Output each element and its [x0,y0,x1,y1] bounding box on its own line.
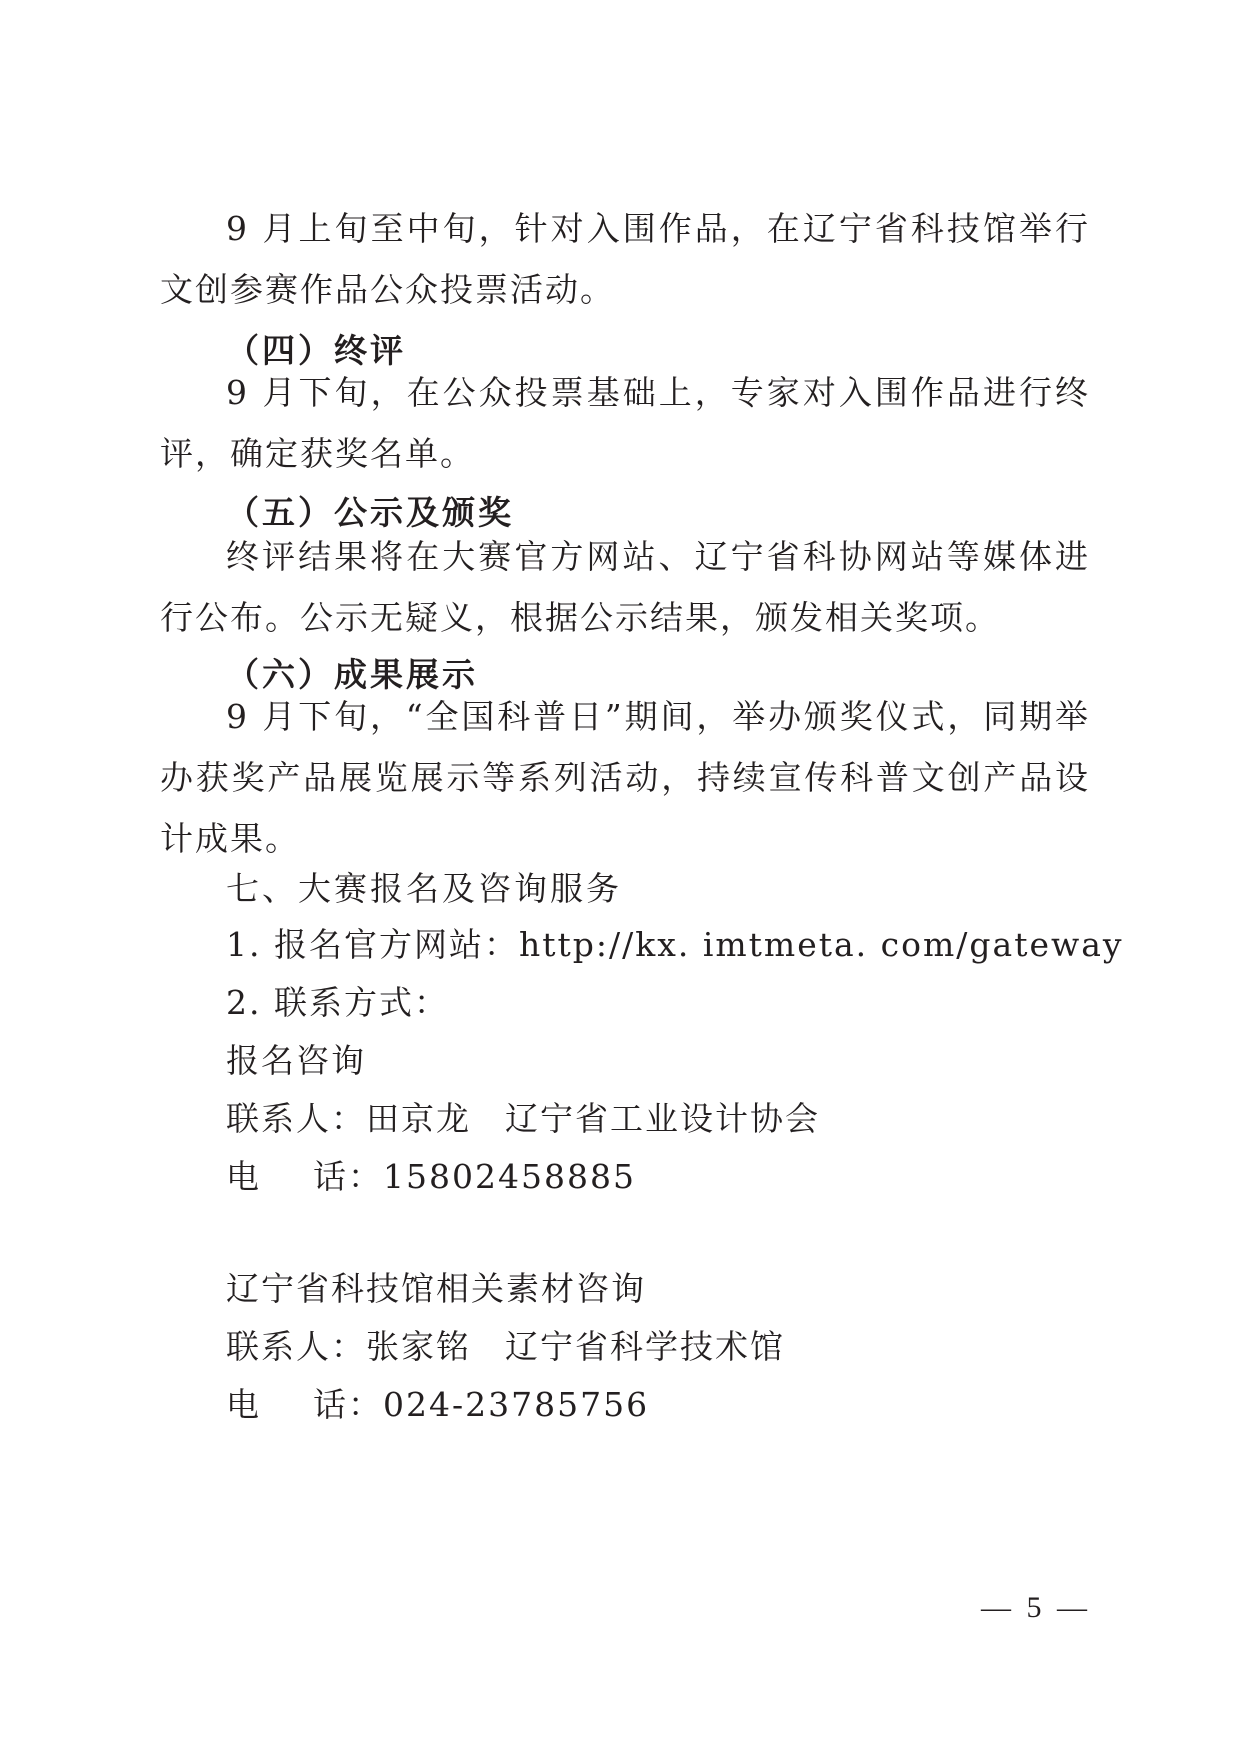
page-number: — 5 — [981,1591,1091,1624]
materials-inquiry-title: 辽宁省科技馆相关素材咨询 [226,1269,646,1308]
paragraph-final-review: 9 月下旬，在公众投票基础上，专家对入围作品进行终评，确定获奖名单。 [160,373,1090,473]
phone-number: 024-23785756 [383,1385,650,1424]
contact-person-name: 张家铭 [366,1327,471,1366]
paragraph-public-voting: 9 月上旬至中旬，针对入围作品，在辽宁省科技馆举行文创参赛作品公众投票活动。 [160,209,1090,309]
contact-organization: 辽宁省科学技术馆 [505,1327,785,1366]
phone-label-first: 电 [226,1157,261,1196]
contact-person-label: 联系人： [226,1327,366,1366]
heading-final-review: （四）终评 [226,331,406,370]
contact-person-name: 田京龙 [366,1099,471,1138]
contact-methods-label: 2. 联系方式： [226,983,449,1022]
phone-number: 15802458885 [383,1157,636,1196]
heading-announcement-awards: （五）公示及颁奖 [226,493,514,532]
registration-contact-line [226,1088,1090,1149]
registration-website: 1. 报名官方网站：http://kx. imtmeta. com/gateway [226,925,1124,964]
materials-contact-line [226,1316,1090,1377]
contact-organization: 辽宁省工业设计协会 [505,1099,820,1138]
paragraph-results-showcase: 9 月下旬，“全国科普日”期间，举办颁奖仪式，同期举办获奖产品展览展示等系列活动，持续宣传科普文创产品设计成果。 [160,697,1090,858]
phone-label-first: 电 [226,1385,261,1424]
phone-label-second: 话： [313,1157,383,1196]
registration-phone-line [226,1146,1090,1207]
paragraph-announcement: 终评结果将在大赛官方网站、辽宁省科协网站等媒体进行公布。公示无疑义，根据公示结果，颁发相关奖项。 [160,537,1090,637]
section-seven-title: 七、大赛报名及咨询服务 [226,869,622,908]
phone-label-second: 话： [313,1385,383,1424]
registration-inquiry-title: 报名咨询 [226,1041,366,1080]
materials-phone-line [226,1374,1090,1435]
heading-results-showcase: （六）成果展示 [226,655,478,694]
contact-person-label: 联系人： [226,1099,366,1138]
